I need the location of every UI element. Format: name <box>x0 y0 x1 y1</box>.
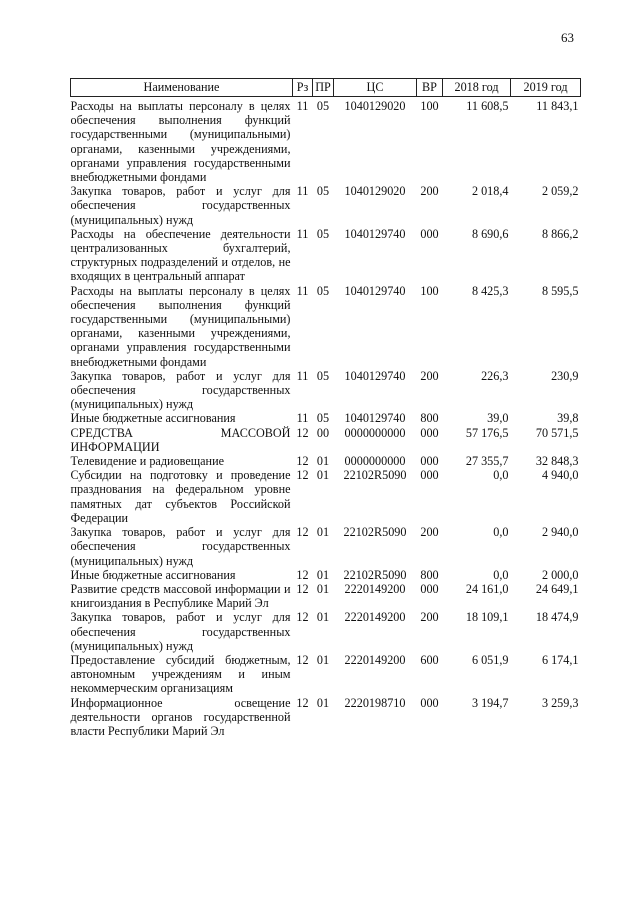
cell-name: Предоставление субсидий бюджетным, автономным учреждениям и иным некоммерческим организациям <box>70 652 291 696</box>
cell-cs: 1040129740 <box>344 368 406 383</box>
cell-pr: 05 <box>316 99 330 113</box>
cell-rz: 11 <box>296 99 309 113</box>
table-row <box>71 97 581 185</box>
cell-name: Развитие средств массовой информации и книгоиздания в Республике Марий Эл <box>70 581 291 611</box>
cell-y2018: 0,0 <box>493 468 509 483</box>
cell-name: Расходы на выплаты персоналу в целях обеспечения выполнения функций государственными (муниципальными) органами, казенными учреждениями, органами управления государственными внебюджетными фондами <box>70 99 291 185</box>
cell-name: Закупка товаров, работ и услуг для обеспечения государственных (муниципальных) нужд <box>70 368 291 412</box>
cell-rz: 11 <box>296 226 309 241</box>
cell-vr: 200 <box>420 184 439 199</box>
cell-cs: 1040129740 <box>344 226 406 241</box>
cell-rz: 12 <box>296 695 309 710</box>
cell-y2018: 27 355,7 <box>465 454 509 469</box>
cell-y2018: 8 690,6 <box>471 226 509 241</box>
header-2018: 2018 год <box>443 79 511 97</box>
cell-cs: 22102R5090 <box>343 525 407 540</box>
cell-pr: 01 <box>316 567 330 582</box>
cell-rz: 12 <box>296 425 309 440</box>
cell-vr: 600 <box>420 652 439 667</box>
cell-y2019: 39,8 <box>557 411 579 426</box>
table-row <box>71 568 581 582</box>
cell-name: СРЕДСТВА МАССОВОЙ ИНФОРМАЦИИ <box>70 425 291 454</box>
cell-pr: 01 <box>316 581 330 596</box>
cell-name: Расходы на выплаты персоналу в целях обеспечения выполнения функций государственными (муниципальными) органами, казенными учреждениями, органами управления государственными внебюджетными фондами <box>70 283 291 369</box>
cell-rz: 11 <box>296 283 309 298</box>
cell-name: Расходы на обеспечение деятельности централизованных бухгалтерий, структурных подразделений и отделов, не входящих в центральный аппарат <box>70 226 291 284</box>
table-row <box>71 411 581 425</box>
cell-pr: 01 <box>316 652 330 667</box>
table-header-row <box>71 79 581 97</box>
header-cs: ЦС <box>334 79 417 97</box>
cell-cs: 2220149200 <box>344 610 406 625</box>
cell-y2018: 24 161,0 <box>465 581 509 596</box>
cell-y2018: 226,3 <box>481 368 509 383</box>
cell-y2019: 11 843,1 <box>536 99 579 113</box>
cell-y2019: 18 474,9 <box>535 610 579 625</box>
page-number: 63 <box>561 30 574 45</box>
table-row <box>71 653 581 696</box>
cell-rz: 12 <box>296 652 309 667</box>
cell-rz: 12 <box>296 610 309 625</box>
cell-vr: 200 <box>420 525 439 540</box>
cell-vr: 000 <box>420 454 439 469</box>
cell-cs: 0000000000 <box>344 425 406 440</box>
cell-cs: 22102R5090 <box>343 468 407 483</box>
cell-y2018: 0,0 <box>493 525 509 540</box>
cell-rz: 11 <box>296 411 309 426</box>
cell-cs: 22102R5090 <box>343 567 407 582</box>
cell-pr: 05 <box>316 368 330 383</box>
cell-pr: 05 <box>316 184 330 199</box>
table-row <box>71 610 581 653</box>
cell-rz: 11 <box>296 184 309 199</box>
cell-pr: 05 <box>316 226 330 241</box>
cell-vr: 800 <box>420 567 439 582</box>
header-vr: ВР <box>417 79 443 97</box>
cell-y2018: 6 051,9 <box>471 652 509 667</box>
cell-name: Закупка товаров, работ и услуг для обеспечения государственных (муниципальных) нужд <box>70 525 291 568</box>
cell-vr: 200 <box>420 610 439 625</box>
table-row <box>71 284 581 369</box>
cell-rz: 12 <box>296 468 309 483</box>
cell-vr: 000 <box>420 581 439 596</box>
cell-pr: 01 <box>316 525 330 540</box>
cell-y2019: 8 595,5 <box>541 283 579 298</box>
table-row <box>71 227 581 284</box>
table-row <box>71 696 581 739</box>
cell-vr: 000 <box>420 425 439 440</box>
cell-vr: 000 <box>420 226 439 241</box>
cell-y2018: 11 608,5 <box>466 99 509 113</box>
cell-pr: 05 <box>316 283 330 298</box>
header-pr: ПР <box>313 79 334 97</box>
cell-vr: 000 <box>420 468 439 483</box>
cell-pr: 01 <box>316 695 330 710</box>
cell-y2019: 70 571,5 <box>535 425 579 440</box>
cell-y2019: 24 649,1 <box>535 581 579 596</box>
table-row <box>71 582 581 610</box>
cell-cs: 1040129740 <box>344 283 406 298</box>
cell-rz: 12 <box>296 581 309 596</box>
cell-name: Субсидии на подготовку и проведение празднования на федеральном уровне памятных дат субъектов Российской Федерации <box>70 468 291 525</box>
cell-cs: 2220149200 <box>344 581 406 596</box>
cell-y2018: 2 018,4 <box>471 184 509 199</box>
table-row <box>71 184 581 227</box>
cell-vr: 800 <box>420 411 439 426</box>
table-row <box>71 454 581 468</box>
cell-cs: 1040129020 <box>344 99 406 113</box>
cell-y2019: 2 000,0 <box>541 567 579 582</box>
cell-vr: 100 <box>420 99 439 113</box>
cell-pr: 01 <box>316 468 330 483</box>
cell-cs: 0000000000 <box>344 454 406 469</box>
cell-name: Закупка товаров, работ и услуг для обеспечения государственных (муниципальных) нужд <box>70 184 291 227</box>
header-2019: 2019 год <box>511 79 581 97</box>
budget-table <box>70 78 581 738</box>
cell-y2018: 0,0 <box>493 567 509 582</box>
cell-rz: 12 <box>296 567 309 582</box>
cell-pr: 00 <box>316 425 330 440</box>
cell-y2019: 4 940,0 <box>541 468 579 483</box>
cell-pr: 05 <box>316 411 330 426</box>
cell-vr: 100 <box>420 283 439 298</box>
cell-y2019: 32 848,3 <box>535 454 579 469</box>
cell-y2018: 18 109,1 <box>465 610 509 625</box>
header-rz: Рз <box>293 79 313 97</box>
cell-y2019: 3 259,3 <box>541 695 579 710</box>
header-name: Наименование <box>71 79 293 97</box>
cell-name: Закупка товаров, работ и услуг для обеспечения государственных (муниципальных) нужд <box>70 610 291 653</box>
cell-y2019: 8 866,2 <box>541 226 579 241</box>
cell-pr: 01 <box>316 610 330 625</box>
cell-y2018: 57 176,5 <box>465 425 509 440</box>
cell-pr: 01 <box>316 454 330 469</box>
cell-cs: 1040129740 <box>344 411 406 426</box>
cell-vr: 200 <box>420 368 439 383</box>
cell-cs: 1040129020 <box>344 184 406 199</box>
cell-y2018: 39,0 <box>487 411 509 426</box>
cell-y2019: 2 059,2 <box>541 184 579 199</box>
cell-vr: 000 <box>420 695 439 710</box>
cell-y2019: 230,9 <box>551 368 579 383</box>
cell-name: Телевидение и радиовещание <box>70 454 224 469</box>
table-row <box>71 525 581 568</box>
cell-y2018: 3 194,7 <box>471 695 509 710</box>
table-row <box>71 426 581 454</box>
cell-name: Иные бюджетные ассигнования <box>70 411 236 426</box>
cell-rz: 11 <box>296 368 309 383</box>
table-row <box>71 369 581 412</box>
table-row <box>71 468 581 525</box>
cell-cs: 2220149200 <box>344 652 406 667</box>
cell-name: Иные бюджетные ассигнования <box>70 567 236 582</box>
table-body <box>71 97 581 739</box>
cell-y2019: 6 174,1 <box>541 652 579 667</box>
cell-name: Информационное освещение деятельности органов государственной власти Республики Марий Эл <box>70 695 291 738</box>
cell-rz: 12 <box>296 454 309 469</box>
cell-y2019: 2 940,0 <box>541 525 579 540</box>
cell-cs: 2220198710 <box>344 695 406 710</box>
cell-rz: 12 <box>296 525 309 540</box>
cell-y2018: 8 425,3 <box>471 283 509 298</box>
